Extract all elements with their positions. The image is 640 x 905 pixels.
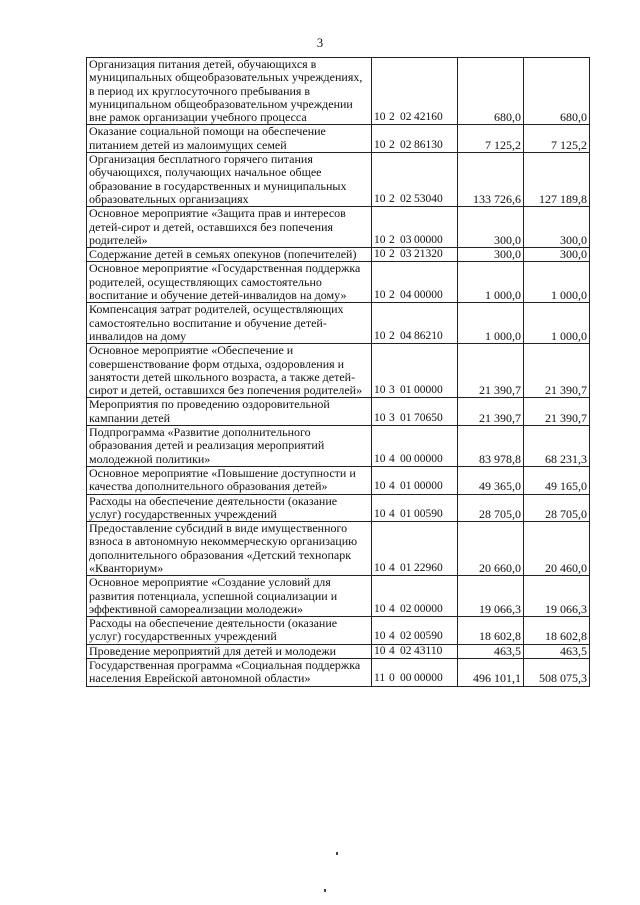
code-part: 10 xyxy=(374,289,386,302)
code-part: 02 xyxy=(400,644,412,657)
code-part: 02 xyxy=(400,111,412,124)
amount-year-1: 83 978,8 xyxy=(458,426,524,467)
table-row xyxy=(87,303,590,344)
budget-code xyxy=(372,426,458,467)
code-part: 01 xyxy=(400,384,412,397)
amount-year-2: 18 602,8 xyxy=(524,617,590,645)
budget-code xyxy=(372,58,458,125)
code-part: 10 xyxy=(374,561,386,574)
table-row xyxy=(87,659,590,687)
amount-year-2: 68 231,3 xyxy=(524,426,590,467)
code-part: 10 xyxy=(374,452,386,465)
amount-year-2: 508 075,3 xyxy=(524,659,590,687)
code-part: 00 xyxy=(400,452,412,465)
code-part: 00590 xyxy=(414,630,443,643)
code-part: 00000 xyxy=(414,672,443,685)
table-row xyxy=(87,644,590,658)
table-row xyxy=(87,262,590,303)
amount-year-1: 300,0 xyxy=(458,248,524,262)
code-part: 3 xyxy=(389,411,395,424)
amount-year-2: 20 460,0 xyxy=(524,522,590,576)
code-part: 00 xyxy=(400,672,412,685)
code-part: 53040 xyxy=(414,192,443,205)
code-part: 00000 xyxy=(414,384,443,397)
code-part: 21320 xyxy=(414,248,443,261)
code-part: 10 xyxy=(374,384,386,397)
row-name: Расходы на обеспечение деятельности (оказание услуг) государственных учреждений xyxy=(87,494,372,522)
row-name: Проведение мероприятий для детей и молодежи xyxy=(87,644,372,658)
code-part: 03 xyxy=(400,248,412,261)
code-part: 10 xyxy=(374,507,386,520)
amount-year-1: 1 000,0 xyxy=(458,262,524,303)
amount-year-2: 49 165,0 xyxy=(524,466,590,494)
code-part: 2 xyxy=(389,192,395,205)
amount-year-2: 19 066,3 xyxy=(524,576,590,617)
amount-year-1: 21 390,7 xyxy=(458,344,524,398)
code-part: 2 xyxy=(389,289,395,302)
budget-code xyxy=(372,617,458,645)
amount-year-2: 28 705,0 xyxy=(524,494,590,522)
code-part: 01 xyxy=(400,507,412,520)
table-row xyxy=(87,248,590,262)
table-row xyxy=(87,617,590,645)
row-name: Государственная программа «Социальная поддержка населения Еврейской автономной области» xyxy=(87,659,372,687)
code-part: 01 xyxy=(400,561,412,574)
amount-year-2: 21 390,7 xyxy=(524,398,590,426)
table-row xyxy=(87,58,590,125)
code-part: 02 xyxy=(400,192,412,205)
code-part: 86130 xyxy=(414,138,443,151)
code-part: 04 xyxy=(400,329,412,342)
code-part: 2 xyxy=(389,233,395,246)
code-part: 2 xyxy=(389,329,395,342)
code-part: 43110 xyxy=(414,644,443,657)
budget-code xyxy=(372,153,458,207)
budget-code xyxy=(372,344,458,398)
code-part: 00000 xyxy=(414,480,443,493)
amount-year-1: 463,5 xyxy=(458,644,524,658)
budget-code xyxy=(372,494,458,522)
row-name: Мероприятия по проведению оздоровительной кампании детей xyxy=(87,398,372,426)
budget-code xyxy=(372,248,458,262)
amount-year-2: 21 390,7 xyxy=(524,344,590,398)
code-part: 4 xyxy=(389,561,395,574)
code-part: 4 xyxy=(389,630,395,643)
code-part: 00000 xyxy=(414,452,443,465)
code-part: 70650 xyxy=(414,411,443,424)
code-part: 86210 xyxy=(414,329,443,342)
amount-year-1: 49 365,0 xyxy=(458,466,524,494)
code-part: 10 xyxy=(374,192,386,205)
table-row xyxy=(87,494,590,522)
amount-year-1: 1 000,0 xyxy=(458,303,524,344)
amount-year-2: 300,0 xyxy=(524,207,590,248)
code-part: 10 xyxy=(374,111,386,124)
code-part: 10 xyxy=(374,248,386,261)
row-name: Предоставление субсидий в виде имущественного взноса в автономную некоммерческую организацию дополнительного образования «Детский технопарк «Кванториум» xyxy=(87,522,372,576)
amount-year-1: 680,0 xyxy=(458,58,524,125)
code-part: 0 xyxy=(389,672,395,685)
table-row xyxy=(87,398,590,426)
amount-year-2: 7 125,2 xyxy=(524,125,590,153)
table-row xyxy=(87,344,590,398)
table-row xyxy=(87,522,590,576)
code-part: 10 xyxy=(374,329,386,342)
code-part: 2 xyxy=(389,248,395,261)
row-name: Основное мероприятие «Обеспечение и совершенствование форм отдыха, оздоровления и занятости детей школьного возраста, а также детей-сирот и детей, оставшихся без попечения родителей» xyxy=(87,344,372,398)
budget-code xyxy=(372,522,458,576)
code-part: 10 xyxy=(374,233,386,246)
budget-code xyxy=(372,659,458,687)
page-number: 3 xyxy=(316,36,324,50)
code-part: 01 xyxy=(400,411,412,424)
amount-year-2: 1 000,0 xyxy=(524,262,590,303)
budget-code xyxy=(372,466,458,494)
code-part: 22960 xyxy=(414,561,443,574)
scan-speck xyxy=(324,889,326,892)
code-part: 4 xyxy=(389,452,395,465)
amount-year-1: 7 125,2 xyxy=(458,125,524,153)
budget-code xyxy=(372,644,458,658)
code-part: 4 xyxy=(389,507,395,520)
budget-code xyxy=(372,398,458,426)
table-row xyxy=(87,426,590,467)
code-part: 10 xyxy=(374,411,386,424)
table-row xyxy=(87,576,590,617)
code-part: 02 xyxy=(400,138,412,151)
code-part: 4 xyxy=(389,602,395,615)
amount-year-1: 496 101,1 xyxy=(458,659,524,687)
amount-year-1: 300,0 xyxy=(458,207,524,248)
amount-year-1: 28 705,0 xyxy=(458,494,524,522)
code-part: 04 xyxy=(400,289,412,302)
table-row xyxy=(87,125,590,153)
amount-year-2: 127 189,8 xyxy=(524,153,590,207)
code-part: 10 xyxy=(374,138,386,151)
row-name: Организация питания детей, обучающихся в муниципальных общеобразовательных учреждениях, в период их круглосуточного пребывания в муниципальном общеобразовательном учреждении вне рамок организации учебного процесса xyxy=(87,58,372,125)
code-part: 01 xyxy=(400,480,412,493)
row-name: Оказание социальной помощи на обеспечение питанием детей из малоимущих семей xyxy=(87,125,372,153)
code-part: 00000 xyxy=(414,289,443,302)
budget-code xyxy=(372,125,458,153)
table-row xyxy=(87,466,590,494)
code-part: 10 xyxy=(374,602,386,615)
code-part: 4 xyxy=(389,644,395,657)
code-part: 42160 xyxy=(414,111,443,124)
code-part: 03 xyxy=(400,233,412,246)
amount-year-2: 463,5 xyxy=(524,644,590,658)
row-name: Основное мероприятие «Повышение доступности и качества дополнительного образования детей» xyxy=(87,466,372,494)
budget-table xyxy=(86,57,590,687)
code-part: 4 xyxy=(389,480,395,493)
amount-year-2: 1 000,0 xyxy=(524,303,590,344)
row-name: Содержание детей в семьях опекунов (попечителей) xyxy=(87,248,372,262)
code-part: 02 xyxy=(400,630,412,643)
code-part: 00000 xyxy=(414,233,443,246)
code-part: 3 xyxy=(389,384,395,397)
code-part: 00590 xyxy=(414,507,443,520)
code-part: 00000 xyxy=(414,602,443,615)
amount-year-1: 19 066,3 xyxy=(458,576,524,617)
amount-year-2: 680,0 xyxy=(524,58,590,125)
code-part: 11 xyxy=(374,672,386,685)
budget-table-body xyxy=(87,58,590,687)
row-name: Компенсация затрат родителей, осуществляющих самостоятельно воспитание и обучение детей-инвалидов на дому xyxy=(87,303,372,344)
code-part: 2 xyxy=(389,111,395,124)
scan-speck xyxy=(336,852,338,855)
amount-year-2: 300,0 xyxy=(524,248,590,262)
code-part: 10 xyxy=(374,644,386,657)
code-part: 10 xyxy=(374,630,386,643)
row-name: Основное мероприятие «Защита прав и интересов детей-сирот и детей, оставшихся без попечения родителей» xyxy=(87,207,372,248)
row-name: Основное мероприятие «Государственная поддержка родителей, осуществляющих самостоятельно воспитание и обучение детей-инвалидов на дому» xyxy=(87,262,372,303)
row-name: Организация бесплатного горячего питания обучающихся, получающих начальное общее образование в государственных и муниципальных образовательных организациях xyxy=(87,153,372,207)
amount-year-1: 21 390,7 xyxy=(458,398,524,426)
budget-code xyxy=(372,207,458,248)
budget-code xyxy=(372,303,458,344)
code-part: 2 xyxy=(389,138,395,151)
amount-year-1: 133 726,6 xyxy=(458,153,524,207)
table-row xyxy=(87,207,590,248)
row-name: Расходы на обеспечение деятельности (оказание услуг) государственных учреждений xyxy=(87,617,372,645)
budget-code xyxy=(372,262,458,303)
code-part: 02 xyxy=(400,602,412,615)
row-name: Подпрограмма «Развитие дополнительного образования детей и реализация мероприятий молодежной политики» xyxy=(87,426,372,467)
budget-code xyxy=(372,576,458,617)
table-row xyxy=(87,153,590,207)
row-name: Основное мероприятие «Создание условий для развития потенциала, успешной социализации и эффективной самореализации молодежи» xyxy=(87,576,372,617)
amount-year-1: 18 602,8 xyxy=(458,617,524,645)
code-part: 10 xyxy=(374,480,386,493)
amount-year-1: 20 660,0 xyxy=(458,522,524,576)
